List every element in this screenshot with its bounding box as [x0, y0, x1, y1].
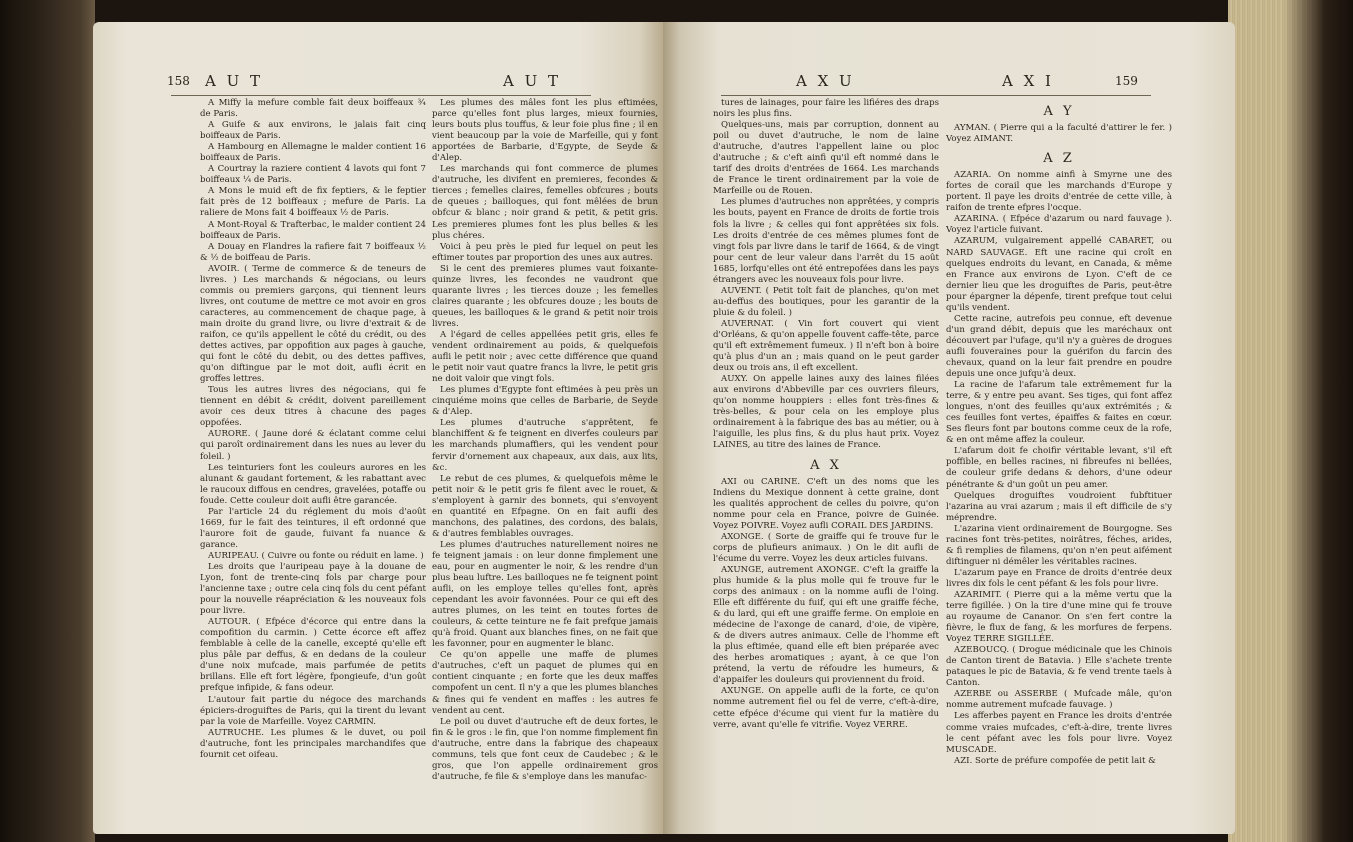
right-page-header: [663, 72, 1235, 94]
dictionary-entry: A Mont-Royal & Trafterbac, le malder contient 24 boiffeaux de Paris.: [200, 219, 426, 241]
dictionary-entry: AZI. Sorte de préfure compofée de petit lait &: [954, 755, 1156, 766]
dictionary-entry: Les plumes d'autruches naturellement noires ne fe teignent jamais : on leur donne fimplement une eau, pour en augmenter le noir, & les rendre d'un plus beau luftre. Les bailloques ne fe teignent point aufli, on les employe telles qu'elles font, après cependant les avoir favonnées. Pour ce qui eft des autres plumes, on les teint en toutes fortes de couleurs, & cette teinture ne fe fait prefque jamais qu'à froid. Quant aux blanches fines, on ne fait que les favonner, pour en augmenter le blanc.: [432, 539, 658, 650]
dictionary-entry: Par l'article 24 du réglement du mois d'août 1669, fur le fait des teintures, il eft ordonné que l'aurore foit de gaude, fuivant fa nuance & garance.: [200, 506, 426, 550]
running-headword: A X U: [796, 72, 855, 90]
dictionary-entry: AUXY. On appelle laines auxy des laines filées aux environs d'Abbeville par ces ouvriers fileurs, qu'on nomme houppiers : elles font très-fines & très-belles, & pour cela on les employe plus ordinairement à la fabrique des bas au métier, ou à l'aiguille, les plus fins, & du plus haut prix. Voyez LAINES, au titre des laines de France.: [713, 374, 939, 451]
dictionary-entry: Les plumes d'Egypte font eftimées à peu près un cinquiéme moins que celles de Barbarie, de Seyde & d'Alep.: [432, 385, 658, 418]
dictionary-entry: AUVERNAT. ( Vin fort couvert qui vient d'Orléans, & qu'on appelle fouvent caffe-tête, parce qu'il eft extrêmement fumeux. ) Il n'eft bon à boire qu'à plus d'un an ; mais quand on le peut garder deux ou trois ans, il eft excellent.: [713, 318, 939, 374]
left-page-column-2: [432, 98, 658, 788]
dictionary-entry: Quelques droguiftes voudroient fubftituer l'azarina au vrai azarum ; mais il eft difficile de s'y méprendre.: [946, 490, 1172, 523]
dictionary-entry: Le poil ou duvet d'autruche eft de deux fortes, le fin & le gros : le fin, que l'on nomme fimplement fin d'autruche, entre dans la fabrique des chapeaux communs, tels que font ceux de Caudebec ; & le gros, que l'on appelle ordinairement gros d'autruche, fe file & s'employe dans les manufac-: [432, 716, 658, 782]
dictionary-entry: A Hambourg en Allemagne le malder contient 16 boiffeaux de Paris.: [200, 142, 426, 164]
dictionary-entry: L'azarina vient ordinairement de Bourgogne. Ses racines font très-petites, noirâtres, féches, arides, & fi remplies de filamens, qu'on n'en peut aifément diftinguer ni démêler les véritables racines.: [946, 523, 1172, 567]
dictionary-entry: tures de lainages, pour faire les lifiéres des draps noirs les plus fins.: [713, 98, 939, 120]
dictionary-entry: AUTRUCHE. Les plumes & le duvet, ou poil d'autruche, font les principales marchandifes que fournit cet oifeau.: [200, 727, 426, 760]
dictionary-entry: A Guife & aux environs, le jalais fait cinq boiffeaux de Paris.: [200, 120, 426, 142]
dictionary-entry: A Mons le muid eft de fix feptiers, & le feptier fait près de 12 boiffeaux ; mefure de Paris. La raliere de Mons fait 4 boiffeaux ½ de Paris.: [200, 186, 426, 219]
dictionary-entry: AZARIA. On nomme ainfi à Smyrne une des fortes de corail que les marchands d'Europe y portent. Il paye les droits d'entrée de cette ville, à raifon de trente efpres l'ocque.: [946, 170, 1172, 214]
dictionary-entry: AZARIMIT. ( Pierre qui a la même vertu que la terre figillée. ) On la tire d'une mine qui fe trouve au royaume de Cananor. On s'en fert contre la fièvre, le flux de fang, & les morfures de ferpens. Voyez TERRE SIGILLÉE.: [946, 589, 1172, 645]
dictionary-entry: AZEBOUCQ. ( Drogue médicinale que les Chinois de Canton tirent de Batavia. ) Elle s'achete trente pataques le pic de Batavia, & fe vend trente taels à Canton.: [946, 645, 1172, 689]
dictionary-entry: L'azarum paye en France de droits d'entrée deux livres dix fols le cent péfant & les fols pour livre.: [946, 567, 1172, 589]
dictionary-entry: AXI ou CARINE. C'eft un des noms que les Indiens du Mexique donnent à cette graine, dont les qualités approchent de celles du poivre, qu'on nomme pour cela en France, poivre de Guinée. Voyez POIVRE. Voyez aufli CORAIL DES JARDINS.: [713, 476, 939, 531]
section-heading: A Z: [1043, 151, 1075, 167]
dictionary-entry: AZERBE ou ASSERBE ( Mufcade mâle, qu'on nomme autrement mufcade fauvage. ): [946, 689, 1172, 711]
left-page: [93, 22, 663, 834]
dictionary-entry: Les afferbes payent en France les droits d'entrée comme vraies mufcades, c'eft-à-dire, trente livres le cent péfant avec les fols pour livre. Voyez MUSCADE.: [946, 711, 1172, 755]
dictionary-entry: Cette racine, autrefois peu connue, eft devenue d'un grand débit, depuis que les maréchaux ont découvert par l'ufage, qu'il n'y a guères de drogues aufli fouveraines pour la guérifon du farcin des chevaux, quand on la leur fait prendre en poudre depuis une once jufqu'à deux.: [946, 313, 1172, 380]
dictionary-entry: AXONGE. ( Sorte de graiffe qui fe trouve fur le corps de plufieurs animaux. ) On le dit aufli de l'écume du verre. Voyez les deux articles fuivans.: [713, 531, 939, 564]
header-rule: [171, 95, 591, 96]
dictionary-entry: L'autour fait partie du négoce des marchands épiciers-droguiftes de Paris, qui la tirent du levant par la voie de Marfeille. Voyez CARMIN.: [200, 694, 426, 727]
running-headword: A U T: [205, 72, 264, 90]
dictionary-entry: Ce qu'on appelle une maffe de plumes d'autruches, c'eft un paquet de plumes qui en contient cinquante ; en forte que les deux maffes compofent un cent. Il n'y a que les plumes blanches & fines qui fe vendent en maffes : les autres fe vendent au cent.: [432, 650, 658, 716]
running-headword: A U T: [503, 72, 562, 90]
dictionary-entry: AXUNGE. On appelle aufli de la forte, ce qu'on nomme autrement fiel ou fel de verre, c'eft-à-dire, cette efpéce d'écume qui vient fur la matière du verre, avant qu'elle fe vitrifie. Voyez VERRE.: [713, 686, 939, 730]
dictionary-entry: AURIPEAU. ( Cuivre ou fonte ou réduit en lame. ): [208, 550, 424, 561]
dictionary-entry: Les droits que l'auripeau paye à la douane de Lyon, font de trente-cinq fols par charge pour l'ancienne taxe ; outre cela cinq fols du cent péfant pour la nouvelle réapréciation & les nouveaux fols pour livre.: [200, 561, 426, 617]
dictionary-entry: Quelques-uns, mais par corruption, donnent au poil ou duvet d'autruche, le nom de laine d'autruche, d'autres l'appellent laine ou ploc d'autruche ; & c'eft ainfi qu'il eft nommé dans le tarif des droits d'entrées de 1664. Les marchands de France le tirent ordinairement par la voie de Marfeille ou de Rouen.: [713, 120, 939, 197]
dictionary-entry: A Courtray la raziere contient 4 lavots qui font 7 boiffeaux ¼ de Paris.: [200, 164, 426, 186]
book-left-edge: [0, 0, 95, 842]
header-rule: [721, 95, 1151, 96]
dictionary-entry: Si le cent des premieres plumes vaut foixante-quinze livres, les fecondes ne vaudront que quarante livres ; les tierces douze ; les femelles claires quarante ; les obfcures douze ; les bouts de queues, les bailloques & le grand & petit noir trois livres.: [432, 263, 658, 329]
dictionary-entry: AVOIR. ( Terme de commerce & de teneurs de livres. ) Les marchands & négocians, ou leurs commis ou premiers garçons, qui tiennent leurs livres, ont coutume de mettre ce mot avoir en gros caracteres, au commencement de chaque page, à main droite du grand livre, ou livre d'extrait & de raifon, ce qu'ils appellent le côté du crédit, ou des dettes actives, par oppofition aux pages à gauche, qui font le côté du debit, ou des dettes paffives, qu'on diftingue par le mot doit, aufli écrit en groffes lettres.: [200, 263, 426, 385]
dictionary-entry: Voici à peu près le pied fur lequel on peut les eftimer toutes par proportion des unes aux autres.: [432, 241, 658, 263]
dictionary-entry: Les plumes d'autruche s'apprêtent, fe blanchiffent & fe teignent en diverfes couleurs par les marchands plumaffiers, qui les vendent pour fervir d'ornement aux chapeaux, aux dais, aux lits, &c.: [432, 418, 658, 473]
page-number: 158: [167, 74, 190, 88]
dictionary-entry: Les teinturiers font les couleurs aurores en les alunant & gaudant fortement, & les rabattant avec le raucoux diffous en cendres, gravelées, potaffe ou foude. Cette couleur doit aufli être garancée.: [200, 462, 426, 506]
section-heading: A X: [810, 457, 842, 473]
dictionary-entry: Tous les autres livres des négocians, qui fe tiennent en débit & crédit, doivent pareillement avoir ces deux titres à chacune des pages oppofées.: [200, 385, 426, 429]
dictionary-entry: AZARINA. ( Efpéce d'azarum ou nard fauvage ). Voyez l'article fuivant.: [946, 214, 1172, 236]
left-page-header: [93, 72, 663, 94]
right-page-column-1: [713, 98, 939, 788]
dictionary-entry: AXUNGE, autrement AXONGE. C'eft la graiffe la plus humide & la plus molle qui fe trouve fur le corps des animaux : on la nomme aufli de l'oing. Elle eft différente du fuif, qui eft une graiffe féche, & du lard, qui eft une graiffe ferme. On emploie en médecine de l'axonge de canard, d'oie, de vipère, & de divers autres animaux. Celle de l'homme eft la plus eftimée, quand elle eft bien préparée avec des herbes aromatiques ; ayant, à ce que l'on prétend, la vertu de réfoudre les humeurs, & d'appaifer les douleurs qui proviennent du froid.: [713, 564, 939, 686]
dictionary-entry: A Miffy la mefure comble fait deux boiffeaux ¾ de Paris.: [200, 98, 426, 120]
dictionary-entry: AUVENT. ( Petit toît fait de planches, qu'on met au-deffus des boutiques, pour les garantir de la pluie & du foleil. ): [713, 285, 939, 318]
dictionary-entry: Les plumes des mâles font les plus eftimées, parce qu'elles font plus larges, mieux fournies, leurs bouts plus touffus, & leur foie plus fine ; il en vient beaucoup par la voie de Marfeille, qui y font apportées de Barbarie, d'Egypte, de Seyde & d'Alep.: [432, 98, 658, 164]
dictionary-entry: AUTOUR. ( Efpéce d'écorce qui entre dans la compofition du carmin. ) Cette écorce eft affez femblable à celle de la canelle, excepté qu'elle eft plus pâle par deffus, & en dedans de la couleur d'une noix mufcade, mais parfumée de petits brillans. Elle eft fort légère, fpongieufe, d'un goût prefque infipide, & fans odeur.: [200, 617, 426, 694]
dictionary-entry: AYMAN. ( Pierre qui a la faculté d'attirer le fer. ) Voyez AIMANT.: [946, 123, 1172, 145]
dictionary-entry: L'afarum doit fe choifir véritable levant, s'il eft poffible, en belles racines, ni fibreufes ni bellées, de couleur grife dedans & dehors, d'une odeur pénétrante & d'un goût un peu amer.: [946, 446, 1172, 490]
dictionary-entry: AZARUM, vulgairement appellé CABARET, ou NARD SAUVAGE. Eft une racine qui croît en quelques endroits du levant, en Canada, & même en France aux environs de Lyon. C'eft de ce dernier lieu que les droguiftes de Paris, peut-être pour épargner la dépenfe, tirent prefque tout celui qu'ils vendent.: [946, 236, 1172, 313]
right-page-column-2: [946, 98, 1172, 788]
book-right-page-edges: [1228, 0, 1353, 842]
page-number: 159: [1115, 74, 1138, 88]
running-headword: A X I: [1002, 72, 1054, 90]
dictionary-entry: La racine de l'afarum tale extrêmement fur la terre, & y entre peu avant. Ses tiges, qui font affez longues, n'ont des feuilles qu'aux extrémités ; & ces feuilles font vertes, épaiffes & faites en cœur. Ses fleurs font par boutons comme ceux de la rofe, & en ont même affez la couleur.: [946, 380, 1172, 446]
right-page: [663, 22, 1235, 834]
dictionary-entry: A l'égard de celles appellées petit gris, elles fe vendent ordinairement au poids, & quelquefois aufli le petit noir ; avec cette différence que quand le petit noir vaut quatre francs la livre, le petit gris ne doit valoir que vingt fols.: [432, 329, 658, 385]
dictionary-entry: AURORE. ( Jaune doré & éclatant comme celui qui paroît ordinairement dans les nues au lever du foleil. ): [200, 429, 426, 462]
dictionary-entry: Le rebut de ces plumes, & quelquefois même le petit noir & le petit gris fe filent avec le rouet, & s'employent à garnir des bonnets, qui s'envoyent en quantité en Efpagne. On en fait aufli des manchons, des palatines, des cordons, des balais, & d'autres femblables ouvrages.: [432, 473, 658, 539]
dictionary-entry: Les marchands qui font commerce de plumes d'autruche, les divifent en premieres, fecondes & tierces ; femelles claires, femelles obfcures ; bouts de queues ; bailloques, qui font mêlées de brun obfcur & blanc ; noir grand & petit, & petit gris. Les premieres plumes font les plus belles & les plus chéres.: [432, 164, 658, 241]
dictionary-entry: Les plumes d'autruches non apprêtées, y compris les bouts, payent en France de droits de fortie trois fols la livre ; & celles qui font apprêtées six fols. Les droits d'entrée de ces mêmes plumes font de vingt fols par livre dans le tarif de 1664, & de vingt pour cent de leur valeur dans l'arrêt du 15 août 1685, lorfqu'elles ont été entrepofées dans les pays étrangers avec les nouveaux fols pour livre.: [713, 197, 939, 285]
left-page-column-1: [200, 98, 426, 788]
section-heading: A Y: [1043, 104, 1075, 119]
dictionary-entry: A Douay en Flandres la rafiere fait 7 boiffeaux ½ & ½ de boiffeau de Paris.: [200, 241, 426, 263]
